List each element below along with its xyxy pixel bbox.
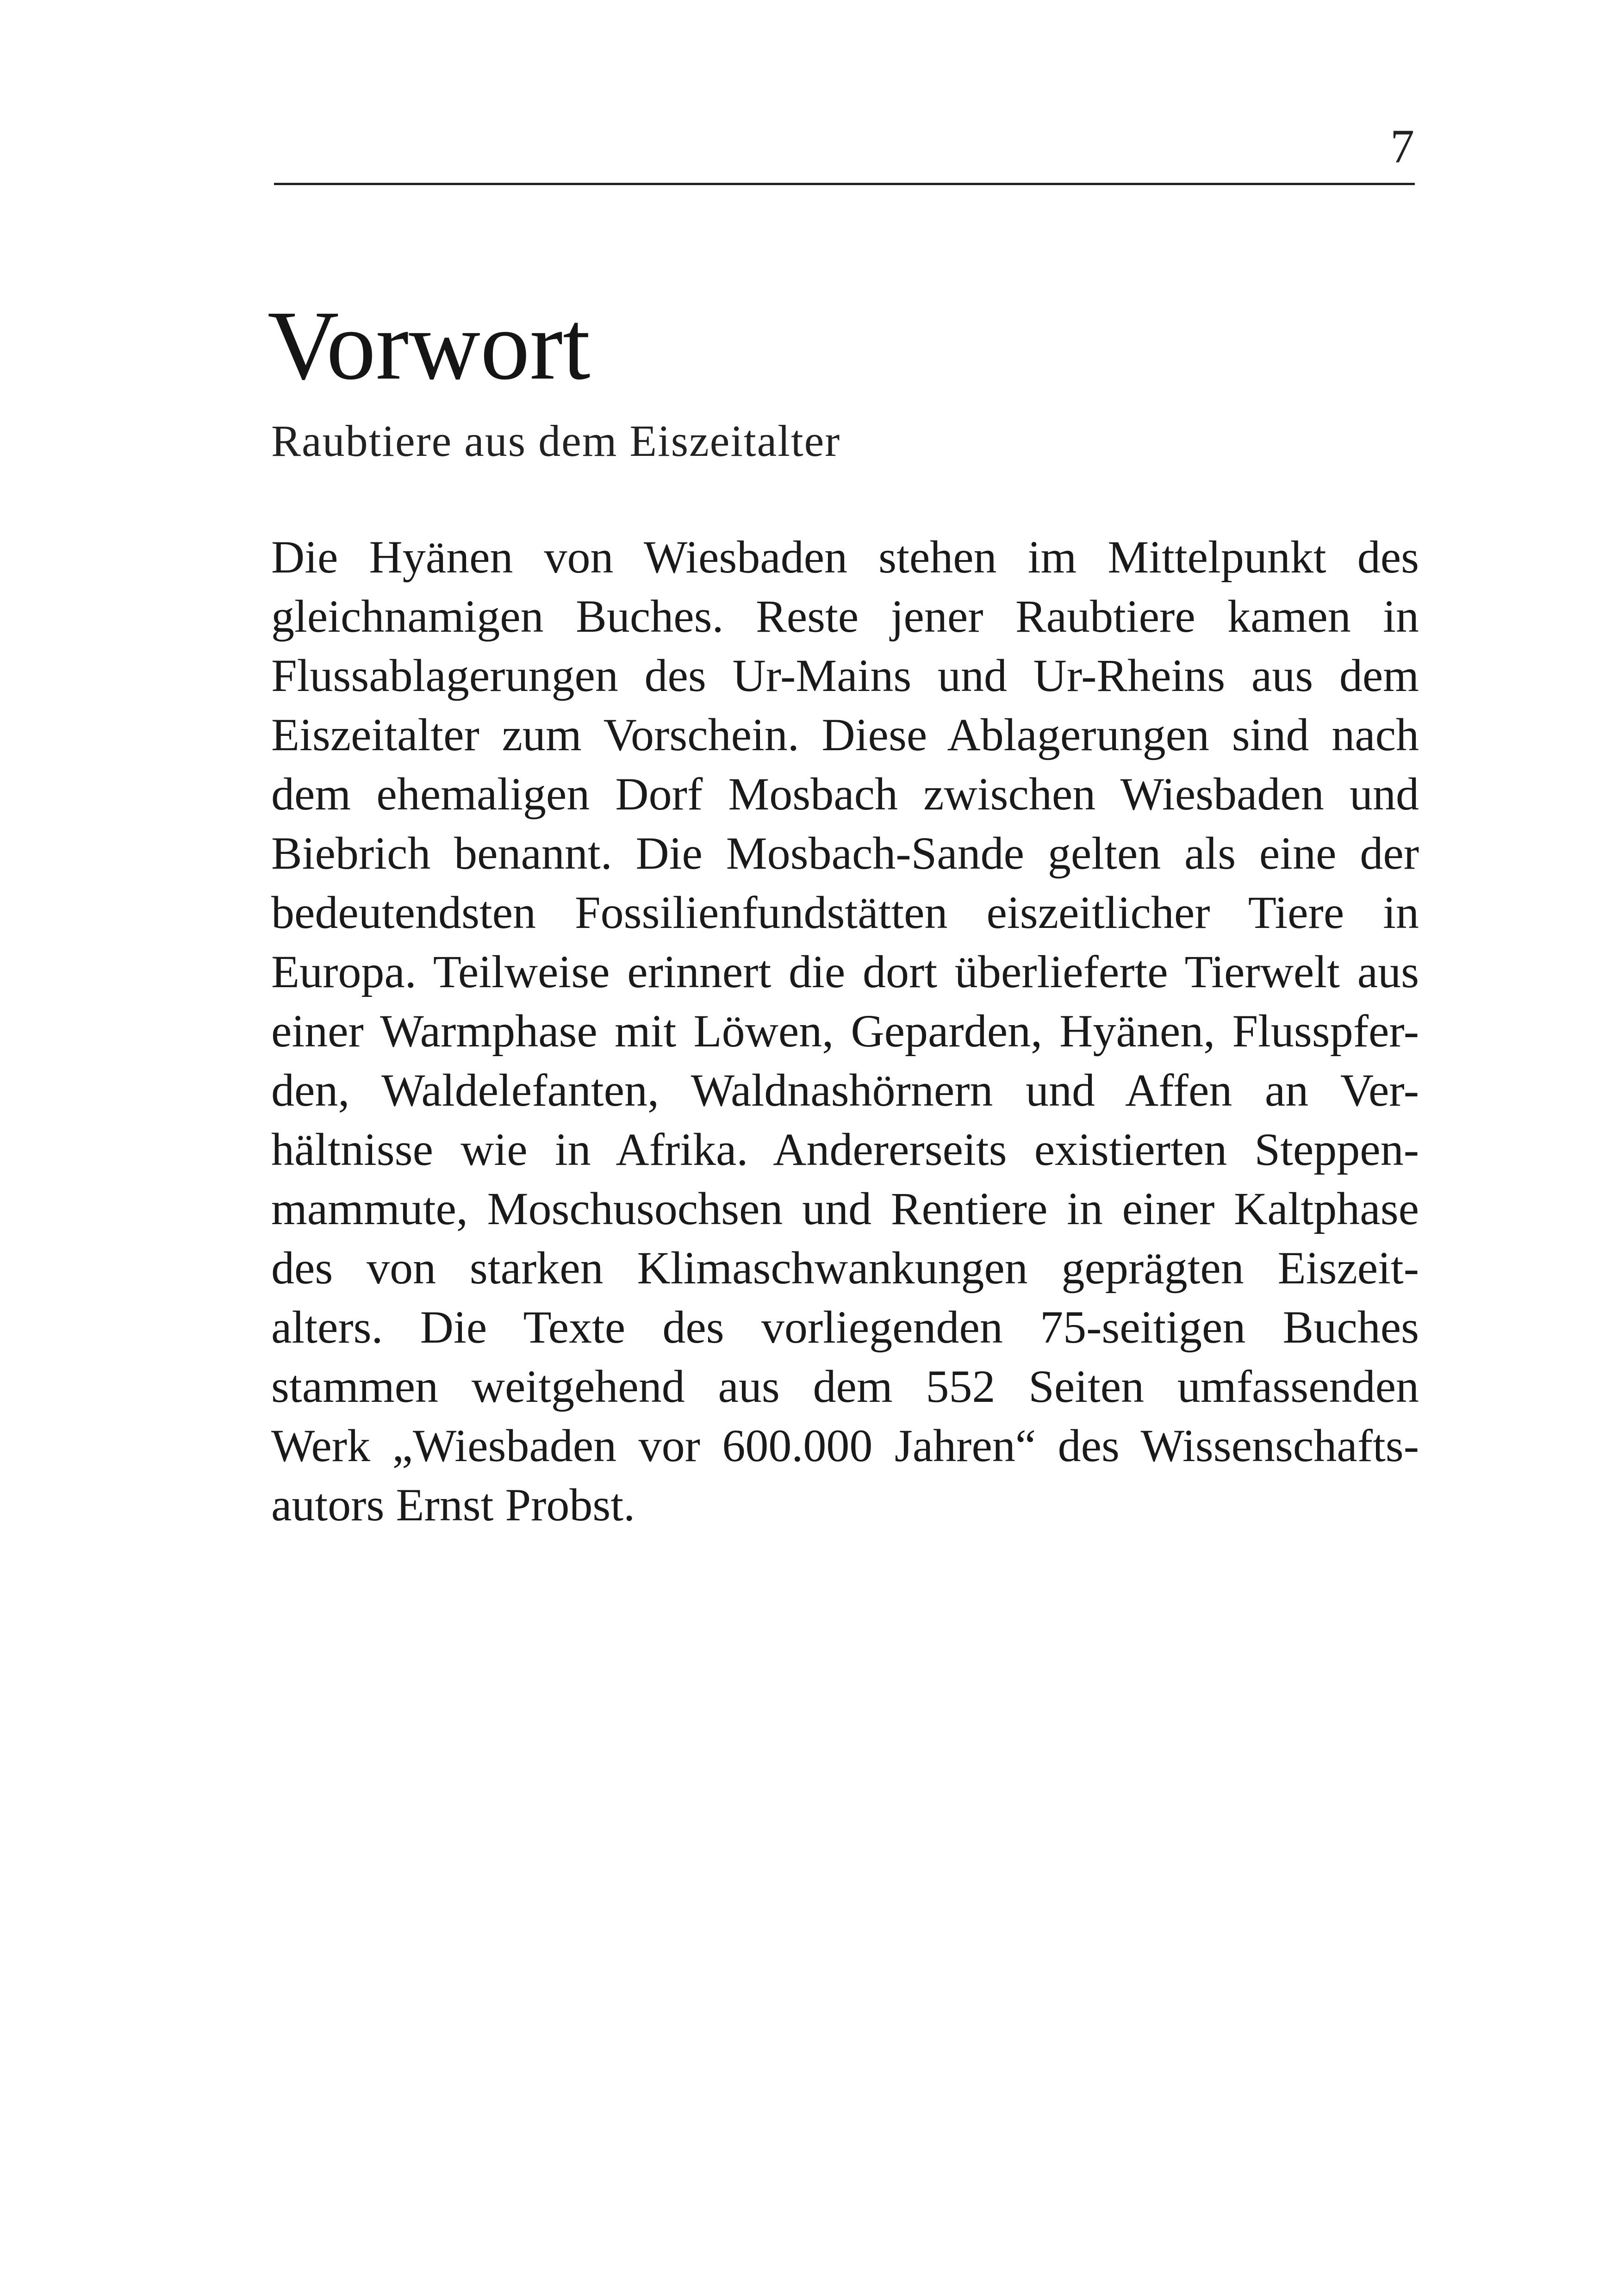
body-line: Werk „Wiesbaden vor 600.000 Jahren“ des Wissenschafts- (271, 1420, 1419, 1471)
page-number: 7 (1390, 120, 1414, 173)
body-line: Biebrich benannt. Die Mosbach-Sande gelten als eine der (271, 828, 1419, 879)
chapter-subtitle: Raubtiere aus dem Eiszeitalter (271, 416, 841, 466)
body-line: Eiszeitalter zum Vorschein. Diese Ablagerungen sind nach (271, 709, 1419, 760)
header-rule (274, 183, 1415, 185)
body-paragraph (271, 528, 1419, 1535)
body-line: alters. Die Texte des vorliegenden 75-seitigen Buches (271, 1301, 1419, 1353)
body-line: dem ehemaligen Dorf Mosbach zwischen Wiesbaden und (271, 768, 1419, 820)
body-line: bedeutendsten Fossilienfundstätten eiszeitlicher Tiere in (271, 887, 1419, 938)
body-line: Flussablagerungen des Ur-Mains und Ur-Rheins aus dem (271, 650, 1419, 701)
body-line: einer Warmphase mit Löwen, Geparden, Hyänen, Flusspfer- (271, 1005, 1419, 1057)
body-line: hältnisse wie in Afrika. Andererseits existierten Steppen- (271, 1124, 1419, 1175)
body-line: gleichnamigen Buches. Reste jener Raubtiere kamen in (271, 591, 1419, 642)
body-line: Europa. Teilweise erinnert die dort überlieferte Tierwelt aus (271, 946, 1419, 997)
body-line: Die Hyänen von Wiesbaden stehen im Mittelpunkt des (271, 531, 1419, 583)
body-line: des von starken Klimaschwankungen geprägten Eiszeit- (271, 1242, 1419, 1294)
body-line: den, Waldelefanten, Waldnashörnern und Affen an Ver- (271, 1064, 1419, 1116)
body-line: mammute, Moschusochsen und Rentiere in einer Kaltphase (271, 1183, 1419, 1234)
body-line: autors Ernst Probst. (271, 1479, 635, 1531)
chapter-title: Vorwort (268, 291, 591, 400)
body-line: stammen weitgehend aus dem 552 Seiten umfassenden (271, 1361, 1419, 1412)
